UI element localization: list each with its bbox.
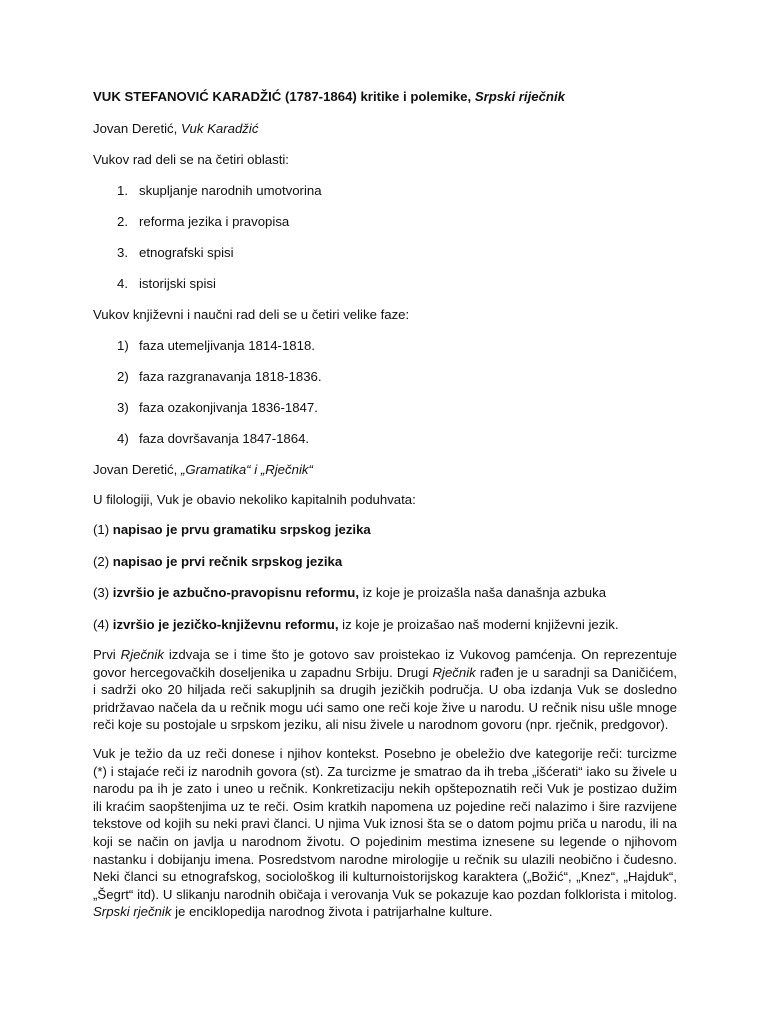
feat-number: (4) <box>93 617 113 632</box>
list-number: 3) <box>117 400 129 415</box>
feat-number: (1) <box>93 522 113 537</box>
para1-italic: Rječnik <box>432 664 476 680</box>
list-number: 2. <box>117 214 128 229</box>
para1-text: Prvi <box>93 647 121 662</box>
list-number: 2) <box>117 369 129 384</box>
source-line-2 <box>93 461 313 478</box>
title-main: VUK STEFANOVIĆ KARADŽIĆ (1787-1864) kritike i polemike, <box>93 89 475 104</box>
para1-italic: Rječnik <box>120 647 164 662</box>
para2-text: Vuk je težio da uz reči donese i njihov kontekst. Posebno je obeležio dve kategorije reči: turcizme (*) i stajaće reči iz narodnih govora (st). Za turcizme je smatrao da ih treba „išćerati“ iako su živele u narodu pa ih je zato i uneo u rečnik. Konkretizaciju nekih opštepoznatih reči Vuk je postizao dužim ili kraćim saopštenjima uz te reči. Osim kratkih napomena uz pojedine reči nalazimo i šire razvijene tekstove od kojih su neki pravi članci. U njima Vuk iznosi šta se o datom pojmu priča u narodu, ili na koji se način on javlja u narodnom životu. O pojedinim mestima iznesene su legende o njihovom nastanku i dobijanju imena. Posredstvom narodne mirologije u rečnik su ulazili neobično i čudesno. Neki članci su etnografskog, sociološkog ili kulturnoistorijskog karaktera („Božić“, „Knez“, „Hajduk“, „Šegrt“ itd). U slikanju narodnih običaja i verovanja Vuk se pokazuje kao pozdan folklorista i mitolog. <box>93 746 677 902</box>
para1-text: izdvaja se i time što je gotovo sav proistekao iz Vukovog pamćenja. On reprezentuje govor hercegovačkih doseljenika u zapadnu Srbiju. Drugi <box>93 647 677 680</box>
para1-text: rađen je u saradnji sa Daničićem, i sadrži oko 20 hiljada reči sakupljnih sa drugih jezičkih područja. U oba izdanja Vuk se dosledno pridržavao načela da u rečnik mogu ući samo one reči koje žive u narodu. U rečnik nisu ušle mnoge reči koje su postojale u srpskom jeziku, ali nisu živele u narodnom govoru (npr. rječnik, predgovor). <box>93 664 677 733</box>
paragraph-rjecnik <box>93 646 677 734</box>
list-item <box>93 584 606 601</box>
list-item: etnografski spisi <box>139 245 234 260</box>
feat-bold: napisao je prvu gramatiku srpskog jezika <box>112 522 371 537</box>
list-number: 4. <box>117 276 128 291</box>
source1-work: Vuk Karadžić <box>180 121 259 136</box>
list-number: 1. <box>117 183 128 198</box>
phases-intro: Vukov književni i naučni rad deli se u četiri velike faze: <box>93 307 410 322</box>
list-item: faza utemeljivanja 1814-1818. <box>139 338 315 353</box>
feat-bold: izvršio je jezičko-književnu reformu, <box>112 617 339 632</box>
para2-text: je enciklopedija narodnog života i patrijarhalne kulture. <box>171 904 493 920</box>
list-item <box>93 553 342 570</box>
list-item <box>93 616 619 633</box>
list-item: reforma jezika i pravopisa <box>139 214 290 229</box>
list-item: istorijski spisi <box>139 276 216 291</box>
feat-rest: iz koje je proizašla naša današnja azbuka <box>359 585 607 600</box>
source1-author: Jovan Deretić, <box>93 121 181 136</box>
list-item: faza ozakonjivanja 1836-1847. <box>139 400 318 415</box>
list-number: 4) <box>117 431 129 446</box>
para2-italic: Srpski rječnik <box>93 904 172 920</box>
source-line-1 <box>93 120 258 137</box>
source2-work: „Gramatika“ i „Rječnik“ <box>180 462 313 477</box>
list-item: faza razgranavanja 1818-1836. <box>139 369 322 384</box>
document-title <box>93 88 565 105</box>
list-item <box>93 521 371 538</box>
source2-author: Jovan Deretić, <box>93 462 181 477</box>
feat-bold: izvršio je azbučno-pravopisnu reformu, <box>112 585 359 600</box>
list-item: faza dovršavanja 1847-1864. <box>139 431 310 446</box>
list-item: skupljanje narodnih umotvorina <box>139 183 322 198</box>
feat-number: (2) <box>93 554 113 569</box>
list-number: 3. <box>117 245 128 260</box>
philology-intro: U filologiji, Vuk je obavio nekoliko kapitalnih poduhvata: <box>93 492 416 507</box>
feat-rest: iz koje je proizašao naš moderni književni jezik. <box>338 617 619 632</box>
title-italic: Srpski riječnik <box>474 89 565 104</box>
list-number: 1) <box>117 338 129 353</box>
feat-number: (3) <box>93 585 113 600</box>
paragraph-kontekst <box>93 745 677 921</box>
feat-bold: napisao je prvi rečnik srpskog jezika <box>112 554 343 569</box>
areas-intro: Vukov rad deli se na četiri oblasti: <box>93 152 289 167</box>
